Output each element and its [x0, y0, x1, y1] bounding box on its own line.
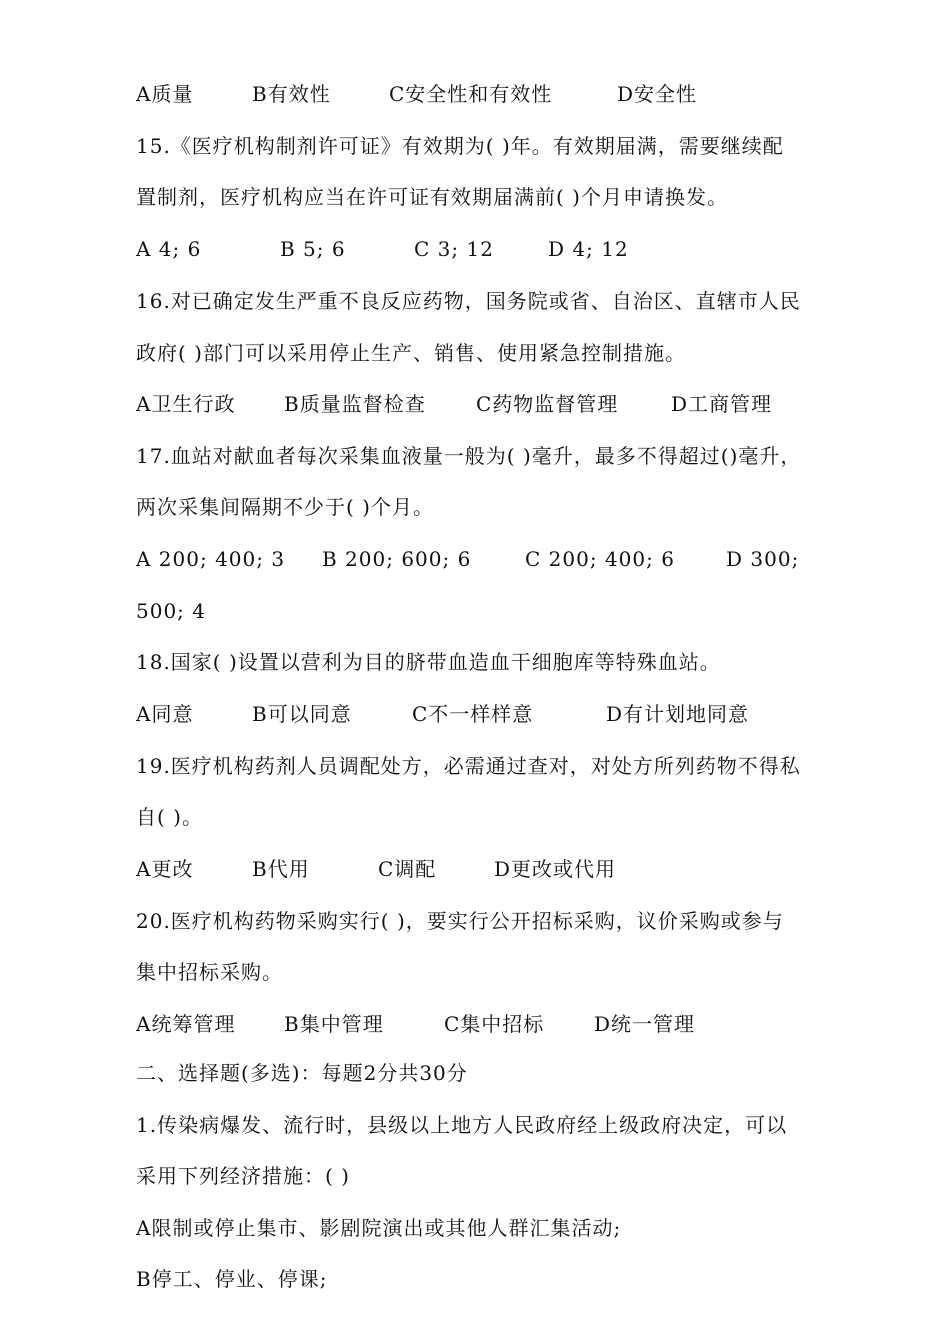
option-c: C 3; 12 — [414, 237, 494, 261]
option-c: C不一样样意 — [412, 702, 534, 726]
q18-options — [136, 699, 749, 729]
option-d: D工商管理 — [671, 392, 773, 416]
q19-options — [136, 854, 616, 884]
q16-text-1: 16.对已确定发生严重不良反应药物，国务院或省、自治区、直辖市人民 — [136, 289, 801, 313]
option-c: C药物监督管理 — [476, 392, 619, 416]
option-a: A同意 — [136, 702, 194, 726]
option-a: A更改 — [136, 857, 194, 881]
mq1-text-1: 1.传染病爆发、流行时，县级以上地方人民政府经上级政府决定，可以 — [136, 1113, 788, 1137]
option-d: D更改或代用 — [494, 857, 617, 881]
option-b: B 5; 6 — [280, 237, 346, 261]
q20-options — [136, 1009, 695, 1039]
option-d: D统一管理 — [594, 1012, 696, 1036]
q15-options — [136, 234, 629, 264]
q20-text-2: 集中招标采购。 — [136, 960, 283, 984]
q16-options — [136, 389, 772, 419]
option-d: D安全性 — [617, 82, 698, 106]
mq1-option-a: A限制或停止集市、影剧院演出或其他人群汇集活动; — [136, 1216, 622, 1240]
option-a: A质量 — [136, 82, 194, 106]
q17-options-cont: 500; 4 — [136, 599, 206, 623]
q20-text-1: 20.医疗机构药物采购实行( )，要实行公开招标采购，议价采购或参与 — [136, 909, 784, 933]
q19-text-1: 19.医疗机构药剂人员调配处方，必需通过查对，对处方所列药物不得私 — [136, 754, 801, 778]
option-b: B可以同意 — [252, 702, 352, 726]
option-a: A 200; 400; 3 — [136, 547, 286, 571]
option-b: B质量监督检查 — [284, 392, 426, 416]
section-heading: 二、选择题(多选)：每题2分共30分 — [136, 1061, 468, 1085]
option-c: C安全性和有效性 — [389, 82, 553, 106]
option-b: B代用 — [252, 857, 310, 881]
q15-text-1: 15.《医疗机构制剂许可证》有效期为( )年。有效期届满，需要继续配 — [136, 134, 784, 158]
option-c: C调配 — [378, 857, 437, 881]
q17-options — [136, 544, 799, 574]
option-a: A统筹管理 — [136, 1012, 236, 1036]
option-c: C集中招标 — [444, 1012, 545, 1036]
option-a: A 4; 6 — [136, 237, 202, 261]
option-b: B有效性 — [252, 82, 331, 106]
option-d: D 4; 12 — [548, 237, 629, 261]
q16-text-2: 政府( )部门可以采用停止生产、销售、使用紧急控制措施。 — [136, 341, 686, 365]
mq1-option-b: B停工、停业、停课; — [136, 1267, 328, 1291]
option-a: A卫生行政 — [136, 392, 236, 416]
q17-text-1: 17.血站对献血者每次采集血液量一般为( )毫升，最多不得超过()毫升， — [136, 444, 802, 468]
option-b: B集中管理 — [284, 1012, 384, 1036]
q18-text: 18.国家( )设置以营利为目的脐带血造血干细胞库等特殊血站。 — [136, 650, 721, 674]
q15-text-2: 置制剂，医疗机构应当在许可证有效期届满前( )个月申请换发。 — [136, 185, 728, 209]
q14-options — [136, 79, 697, 109]
option-d: D 300; — [726, 547, 800, 571]
option-b: B 200; 600; 6 — [322, 547, 472, 571]
option-c: C 200; 400; 6 — [525, 547, 675, 571]
mq1-text-2: 采用下列经济措施：( ) — [136, 1164, 350, 1188]
q17-text-2: 两次采集间隔期不少于( )个月。 — [136, 495, 434, 519]
q19-text-2: 自( )。 — [136, 805, 203, 829]
option-d: D有计划地同意 — [606, 702, 750, 726]
